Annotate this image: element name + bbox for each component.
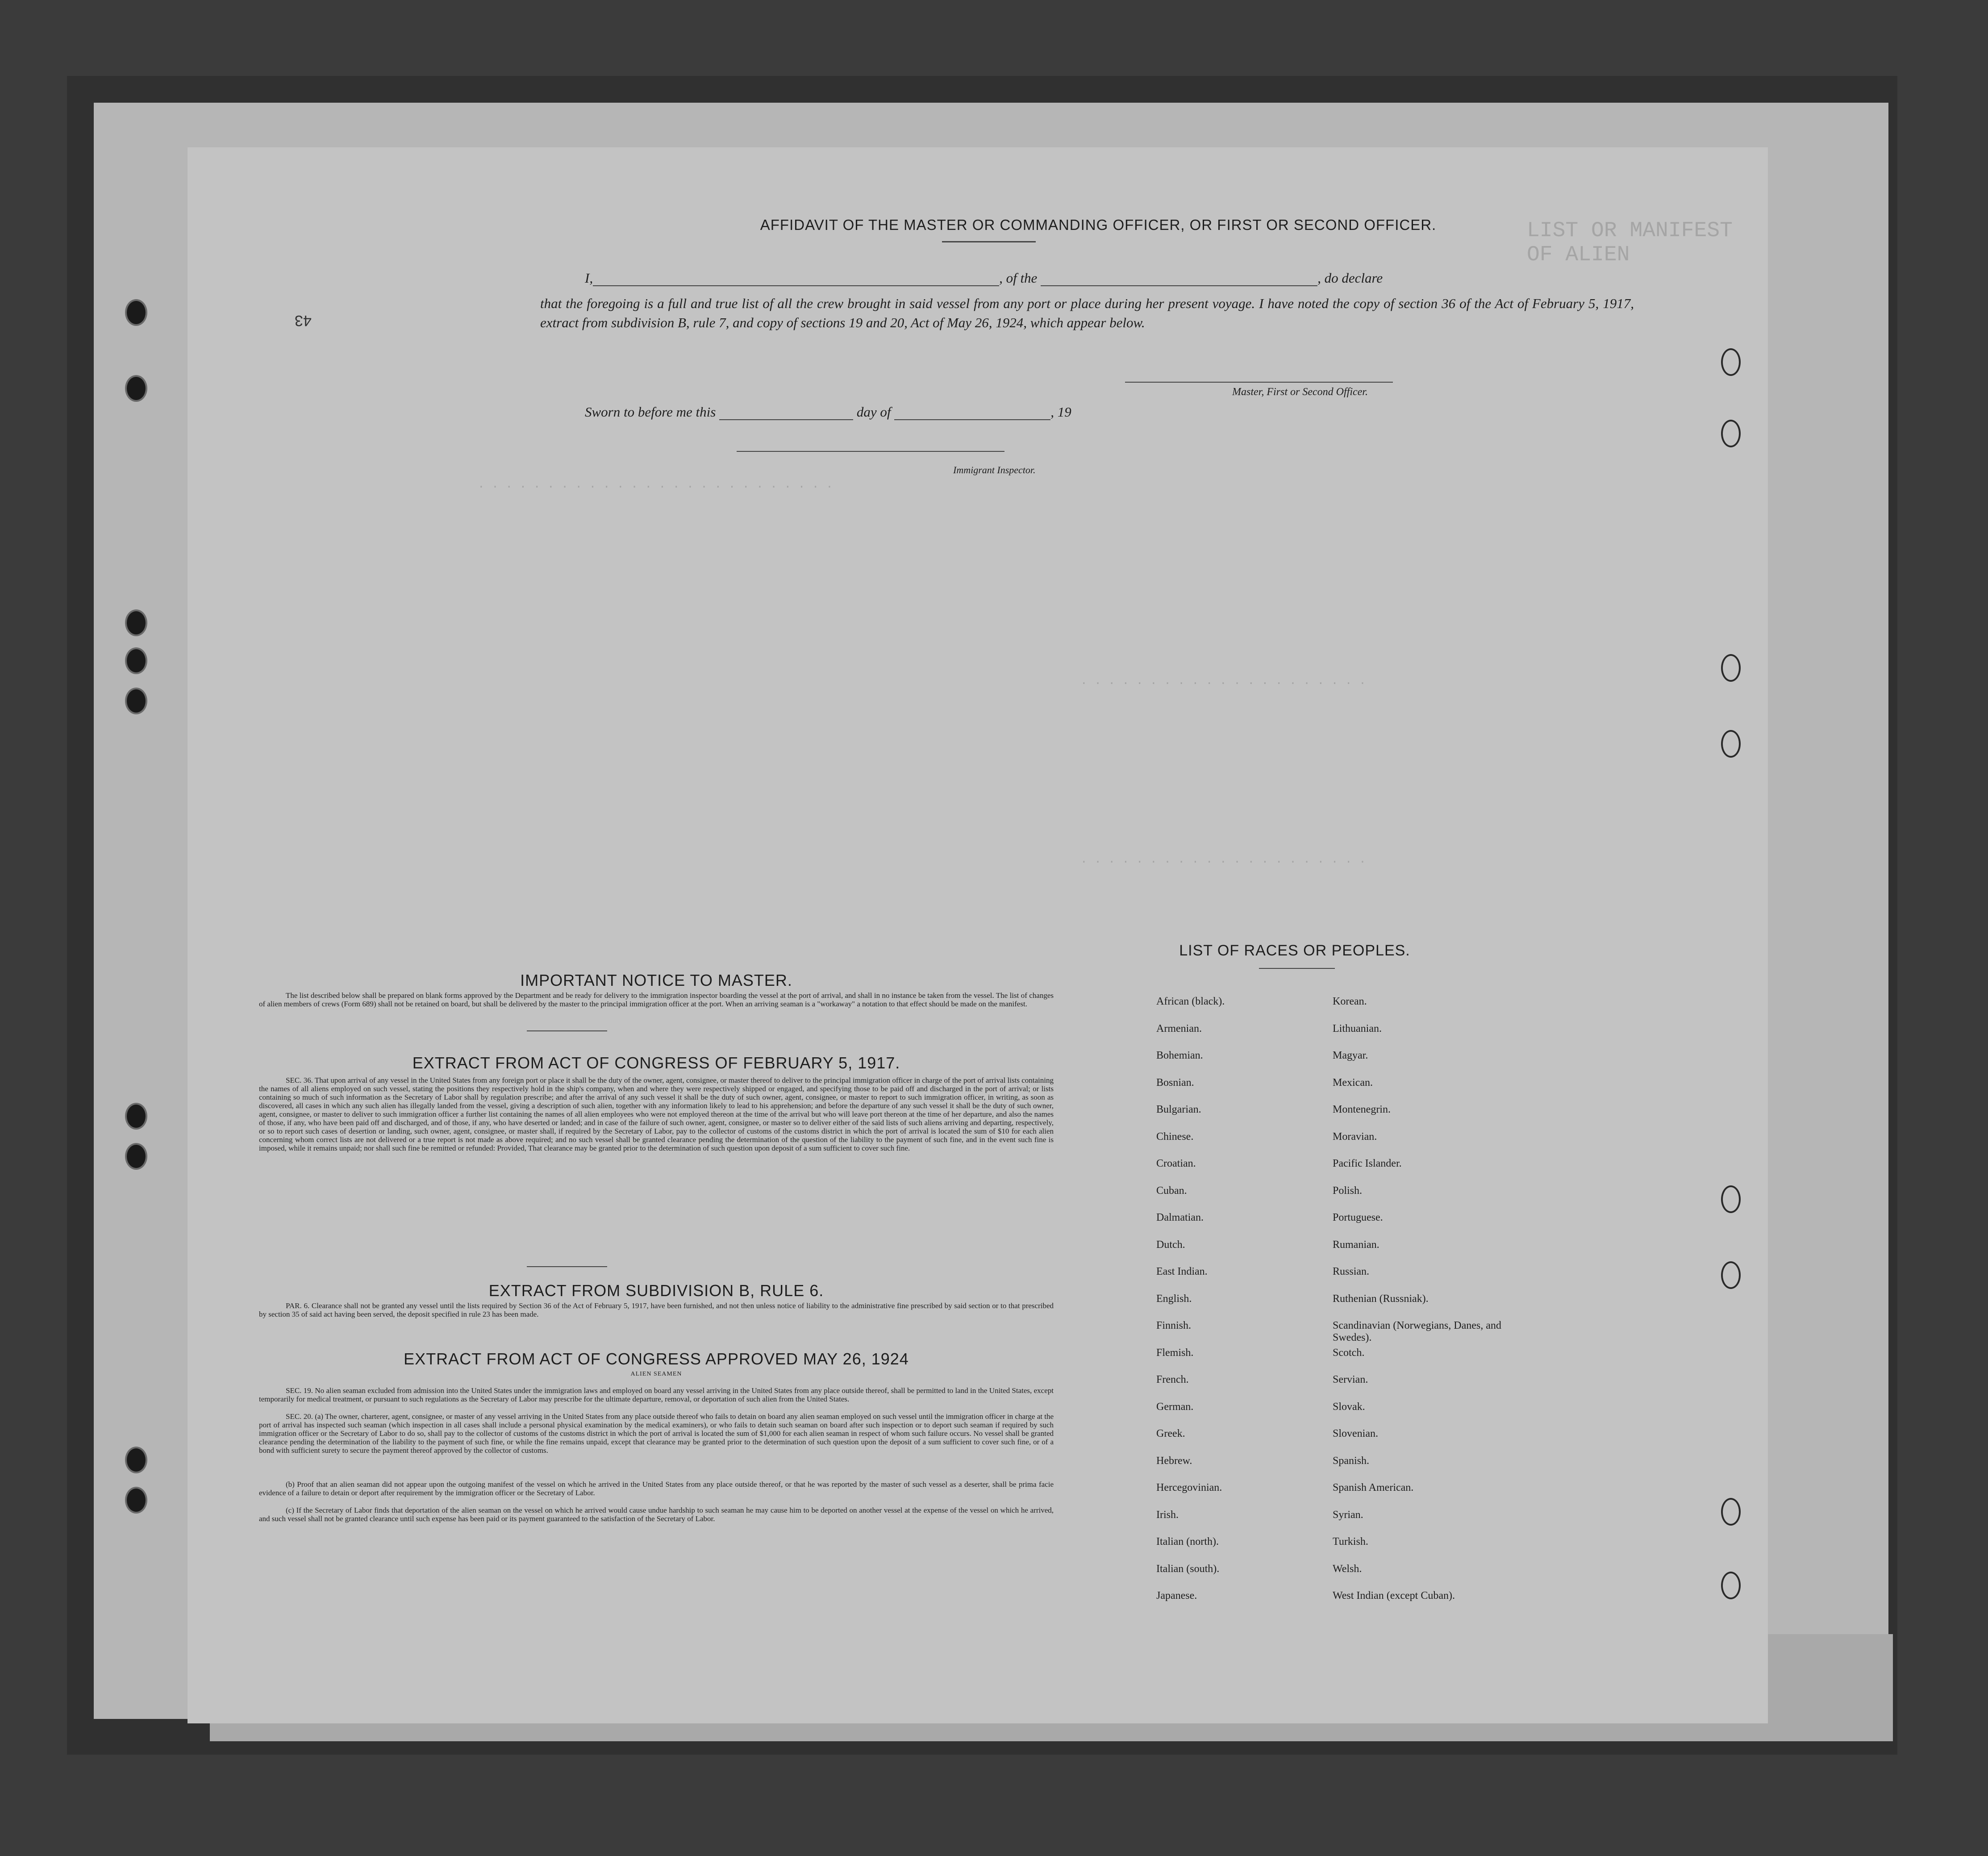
subdivision-body: PAR. 6. Clearance shall not be granted any vessel until the lists required by Section 36 of the Act of February 5, 1917, have been furnished, and not then unless notice of liability to the administrative fine prescribed by said section or to that prescribed by section 35 of said act having been served, the deposit specified in rule 23 has been made. (259, 1301, 1054, 1318)
title-rule (942, 241, 1036, 242)
race-item: Scandinavian (Norwegians, Danes, and Swedes). (1333, 1320, 1501, 1343)
act-1924-sec20b: (b) Proof that an alien seaman did not appear upon the outgoing manifest of the vessel on which he arrived in the United States from any place outside thereof, or that he was reported by the master of such vessel as a deserter, shall be prima facie evidence of a failure to detain or deport after requirement by the immigration officer or the Secretary of Labor. (259, 1480, 1054, 1497)
race-item: Syrian. (1333, 1509, 1363, 1521)
race-item: Slovenian. (1333, 1428, 1378, 1439)
manifest-page (188, 147, 1768, 1723)
races-title: LIST OF RACES OR PEOPLES. (1179, 942, 1410, 959)
bleed-through-text: . . . . . . . . . . . . . . . . . . . . . . . . . . (478, 478, 833, 491)
section-rule (527, 1030, 607, 1031)
notice-body: The list described below shall be prepared on blank forms approved by the Department and be ready for delivery to the immigration inspector boarding the vessel at the port of arrival, and shall in no instance be taken from the vessel. The list of changes of alien members of crews (Form 689) shall not be retained on board, but shall be delivered by the master to the principal immigration officer at the port. When an arriving seaman is a "workaway" a notation to that effect should be made on the manifest. (259, 991, 1054, 1008)
name-blank[interactable] (593, 285, 999, 286)
race-item: French. (1156, 1374, 1189, 1385)
act-1917-body: SEC. 36. That upon arrival of any vessel in the United States from any foreign port or place it shall be the duty of the owner, agent, consignee, or master thereof to deliver to the principal immigration officer in charge of the port of arrival lists containing the names of all aliens employed on such vessel, stating the positions they respectively hold in the ship's company, when and where they were respectively shipped or engaged, and specifying those to be paid off and discharged in the port of arrival; or lists containing so much of such information as the Secretary of Labor shall by regulation prescribe; and after the arrival of any such vessel it shall be the duty of such owner, agent, consignee, or master to report to such immigration officer, in writing, as soon as discovered, all cases in which any such alien has illegally landed from the vessel, giving a description of such alien, together with any information likely to lead to his apprehension; and before the departure of any such vessel it shall be the duty of such owner, agent, consignee, or master to deliver to such immigration officer a further list containing the names of all alien employees who were not employed thereon at the time of the arrival but who will leave port thereon at the time of her departure, and also the names of those, if any, who have been paid off and discharged, and of those, if any, who have deserted or landed; and in case of the failure of such owner, agent, consignee, or master so to deliver either of the said lists of such aliens arriving and departing, respectively, or so to report such cases of desertion or landing, such owner, agent, consignee, or master shall, if required by the Secretary of Labor, pay to the collector of customs of the customs district in which the port of arrival is located the sum of $10 for each alien concerning whom correct lists are not delivered or a true report is not made as above required; and no such vessel shall be granted clearance pending the determination of the question of the liability to the payment of such fine, and in the event such fine is imposed, while it remains unpaid; nor shall such fine be remitted or refunded: Provided, That clearance may be granted prior to the determination of such question upon deposit of a sum sufficient to cover such fine. (259, 1076, 1054, 1152)
binder-ring (1721, 654, 1741, 682)
race-item: Slovak. (1333, 1401, 1365, 1413)
race-item: Mexican. (1333, 1076, 1373, 1089)
affidavit-title: AFFIDAVIT OF THE MASTER OR COMMANDING OFFICER, OR FIRST OR SECOND OFFICER. (760, 217, 1437, 233)
race-item: West Indian (except Cuban). (1333, 1590, 1455, 1602)
race-item: Cuban. (1156, 1185, 1187, 1197)
race-item: Finnish. (1156, 1320, 1192, 1331)
race-item: East Indian. (1156, 1266, 1208, 1277)
subdivision-title: EXTRACT FROM SUBDIVISION B, RULE 6. (488, 1281, 824, 1300)
act-1924-sec19: SEC. 19. No alien seaman excluded from admission into the United States under the immigration laws and employed on board any vessel arriving in the United States from any place outside thereof, shall be permitted to land in the United States, except temporarily for medical treatment, or pursuant to such regulations as the Secretary of Labor may prescribe for the ultimate departure, removal, or deportation of such alien from the United States. (259, 1386, 1054, 1403)
sworn-month-blank[interactable] (894, 419, 1050, 420)
race-item: Servian. (1333, 1374, 1368, 1385)
binder-hole (125, 609, 147, 636)
race-item: Welsh. (1333, 1563, 1362, 1575)
act-1917-title: EXTRACT FROM ACT OF CONGRESS OF FEBRUARY 5, 1917. (412, 1054, 900, 1072)
race-item: Lithuanian. (1333, 1022, 1382, 1034)
race-item: Armenian. (1156, 1022, 1202, 1034)
binder-hole (125, 1143, 147, 1170)
race-item: Ruthenian (Russniak). (1333, 1293, 1429, 1305)
race-item: Montenegrin. (1333, 1104, 1391, 1115)
page-number-mark: 43 (295, 312, 312, 329)
race-item: Bulgarian. (1156, 1104, 1201, 1115)
race-item: Dalmatian. (1156, 1212, 1204, 1223)
race-item: Turkish. (1333, 1536, 1368, 1547)
sworn-day-blank[interactable] (719, 419, 853, 420)
race-item: Italian (north). (1156, 1536, 1219, 1547)
race-item: English. (1156, 1293, 1192, 1305)
race-item: Flemish. (1156, 1347, 1194, 1359)
act-1924-title: EXTRACT FROM ACT OF CONGRESS APPROVED MAY 26, 1924 (404, 1350, 909, 1368)
race-item: Bohemian. (1156, 1050, 1203, 1061)
race-item: Korean. (1333, 996, 1367, 1007)
race-item: Scotch. (1333, 1347, 1365, 1359)
binder-ring (1721, 1261, 1741, 1289)
binder-hole (125, 688, 147, 714)
binder-ring (1721, 420, 1741, 447)
binder-hole (125, 1103, 147, 1130)
binder-ring (1721, 730, 1741, 758)
race-item: Portuguese. (1333, 1212, 1383, 1223)
bleed-through-text: LIST OR MANIFEST OF ALIEN (1527, 219, 1733, 267)
binder-ring (1721, 1572, 1741, 1599)
race-item: Spanish. (1333, 1455, 1370, 1467)
binder-ring (1721, 1185, 1741, 1213)
race-item: Croatian. (1156, 1158, 1196, 1169)
race-item: Hebrew. (1156, 1455, 1192, 1467)
race-item: Japanese. (1156, 1590, 1197, 1602)
race-item: Greek. (1156, 1428, 1185, 1439)
binder-hole (125, 299, 147, 326)
race-item: African (black). (1156, 996, 1225, 1007)
race-item: Dutch. (1156, 1239, 1185, 1251)
race-item: Irish. (1156, 1509, 1179, 1521)
inspector-label: Immigrant Inspector. (953, 464, 1036, 475)
bleed-through-text: . . . . . . . . . . . . . . . . . . . . . (1080, 853, 1366, 866)
race-item: Pacific Islander. (1333, 1158, 1402, 1169)
race-item: Bosnian. (1156, 1076, 1194, 1089)
race-item: Russian. (1333, 1266, 1370, 1277)
sworn-line: Sworn to before me this day of , 19 (585, 404, 1071, 420)
binder-ring (1721, 1498, 1741, 1526)
binder-ring (1721, 348, 1741, 376)
race-item: Chinese. (1156, 1130, 1194, 1143)
affidavit-body: that the foregoing is a full and true list of all the crew brought in said vessel from any port or place during her present voyage. I have noted the copy of section 36 of the Act of February 5, 1917, extract from subdivision B, rule 7, and copy of sections 19 and 20, Act of May 26, 1924, which appear below. (540, 296, 1634, 330)
races-title-rule (1259, 968, 1335, 969)
notice-title: IMPORTANT NOTICE TO MASTER. (520, 971, 792, 989)
race-item: Italian (south). (1156, 1563, 1220, 1575)
race-item: Hercegovinian. (1156, 1482, 1222, 1493)
signature-line-master[interactable] (1125, 382, 1393, 383)
act-1924-sec20c: (c) If the Secretary of Labor finds that deportation of the alien seaman on the vessel on which he arrived would cause undue hardship to such seaman he may cause him to be deported on another vessel at the expense of the vessel on which he arrived, and such vessel shall not be granted clearance until such expense has been paid or its payment guaranteed to the satisfaction of the Secretary of Labor. (259, 1506, 1054, 1523)
section-rule (527, 1266, 607, 1267)
act-1924-subtitle: ALIEN SEAMEN (630, 1371, 682, 1377)
binder-hole (125, 1487, 147, 1514)
binder-hole (125, 375, 147, 402)
race-item: Polish. (1333, 1185, 1363, 1197)
race-item: Magyar. (1333, 1050, 1368, 1061)
act-1924-sec20a: SEC. 20. (a) The owner, charterer, agent, consignee, or master of any vessel arriving in the United States from any place outside thereof who fails to detain on board any alien seaman employed on such vessel until the immigration officer in charge at the port of arrival has inspected such seaman (which inspection in all cases shall include a personal physical examination by the medical examiners), or who fails to detain such seaman on board after such inspection or to deport such seaman if required by such immigration officer or the Secretary of Labor to do so, shall pay to the collector of customs of the customs district in which the port of arrival is located the sum of $1,000 for each alien seaman in respect of whom such failure occurs. No vessel shall be granted clearance pending the determination of the liability to the payment of such fine, or while the fine remains unpaid, except that clearance may be granted prior to the determination of such question upon the deposit of a sum sufficient to cover such fine, or of a bond with sufficient surety to secure the payment thereof approved by the collector of customs. (259, 1412, 1054, 1455)
binder-hole (125, 1447, 147, 1473)
race-item: Spanish American. (1333, 1482, 1414, 1493)
binder-hole (125, 647, 147, 674)
race-item: German. (1156, 1401, 1194, 1413)
signature-line-inspector[interactable] (737, 451, 1004, 452)
bleed-through-text: . . . . . . . . . . . . . . . . . . . . . (1080, 674, 1366, 688)
race-item: Rumanian. (1333, 1239, 1380, 1251)
race-item: Moravian. (1333, 1130, 1377, 1143)
vessel-blank[interactable] (1041, 285, 1317, 286)
affidavit-declaration-line: I, , of the , do declare (585, 270, 1383, 286)
master-label: Master, First or Second Officer. (1232, 386, 1368, 398)
